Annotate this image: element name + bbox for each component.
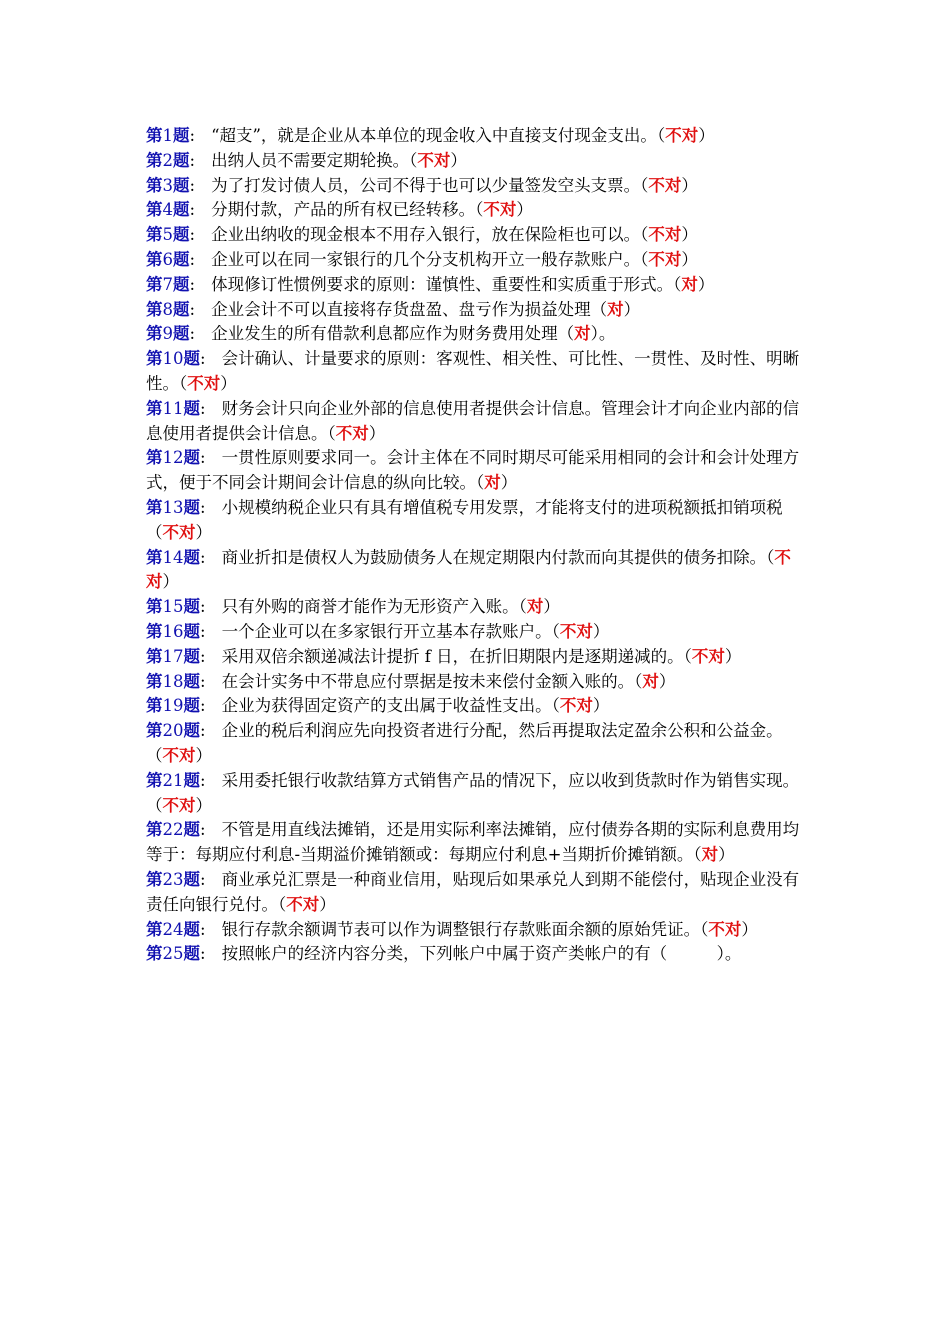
- label-colon: :: [189, 225, 196, 245]
- label-colon: :: [189, 249, 196, 269]
- label-colon: :: [200, 448, 206, 468]
- label-suffix: 题: [183, 944, 200, 964]
- question-item: [146, 546, 806, 596]
- label-suffix: 题: [183, 869, 200, 889]
- paren-open: （: [557, 324, 575, 344]
- question-label: [146, 250, 190, 269]
- label-suffix: 题: [183, 770, 200, 790]
- question-item: [146, 322, 806, 347]
- paren-close: ）: [724, 646, 742, 666]
- paren-close: ）: [658, 671, 676, 691]
- answer-mark: 不对: [417, 150, 451, 170]
- answer-mark: 不对: [335, 423, 369, 443]
- question-text: 企业会计不可以直接将存货盘盈、盘亏作为损益处理: [211, 299, 591, 319]
- paren-open: （: [640, 225, 649, 245]
- question-label: [146, 870, 200, 889]
- document-body: [146, 124, 806, 967]
- paren-close: ）: [195, 795, 212, 815]
- question-label: [146, 548, 200, 567]
- label-prefix: 第: [146, 547, 163, 567]
- paren-open: （: [551, 621, 560, 641]
- paren-open: （: [518, 597, 527, 617]
- question-text: 体现修订性惯例要求的原则：谨慎性、重要性和实质重于形式。: [211, 274, 674, 294]
- label-colon: :: [200, 497, 206, 517]
- label-prefix: 第: [146, 175, 163, 195]
- question-label: [146, 225, 190, 244]
- question-text: 采用委托银行收款结算方式销售产品的情况下，应以收到货款时作为销售实现。: [221, 770, 800, 790]
- label-prefix: 第: [146, 597, 163, 617]
- label-colon: :: [189, 126, 196, 145]
- paren-close: ）: [681, 225, 698, 245]
- label-prefix: 第: [146, 324, 163, 344]
- label-colon: :: [189, 324, 196, 344]
- label-colon: :: [200, 547, 206, 567]
- paren-close: ）: [697, 274, 715, 294]
- paren-close: ）: [195, 522, 212, 542]
- question-label: [146, 696, 200, 715]
- label-prefix: 第: [146, 919, 163, 939]
- answer-mark: 对: [484, 473, 501, 493]
- paren-open: （: [146, 522, 163, 542]
- paren-open: （: [656, 126, 666, 145]
- paren-close: ）: [741, 919, 758, 939]
- question-item: [146, 496, 806, 546]
- question-text: 一贯性原则要求同一。会计主体在不同时期尽可能采用相同的会计和会计处理方式，便于不同会计期间会计信息的纵向比较。: [146, 448, 800, 493]
- label-suffix: 题: [173, 225, 190, 245]
- paren-open: （: [590, 299, 608, 319]
- label-suffix: 题: [173, 324, 190, 344]
- label-prefix: 第: [146, 126, 163, 145]
- label-prefix: 第: [146, 200, 163, 220]
- answer-mark: 不对: [691, 646, 725, 666]
- paren-close: ）: [162, 572, 179, 592]
- question-label: [146, 349, 200, 368]
- question-item: [146, 198, 806, 223]
- label-prefix: 第: [146, 869, 163, 889]
- question-number: 15: [162, 597, 184, 617]
- answer-mark: 不对: [162, 745, 196, 765]
- answer-mark: 对: [642, 671, 659, 691]
- paren-close: ）: [681, 175, 698, 195]
- label-colon: :: [200, 944, 206, 964]
- label-suffix: 题: [173, 299, 190, 319]
- question-number: 24: [162, 919, 184, 939]
- question-item: [146, 273, 806, 298]
- paren-open: （: [327, 423, 336, 443]
- question-item: [146, 918, 806, 943]
- answer-mark: 不对: [286, 894, 320, 914]
- label-colon: :: [200, 597, 206, 617]
- question-label: [146, 944, 200, 963]
- question-item: [146, 223, 806, 248]
- paren-open: （: [683, 646, 692, 666]
- answer-mark: 不对: [162, 522, 196, 542]
- label-prefix: 第: [146, 820, 163, 840]
- paren-close: ）: [195, 745, 212, 765]
- question-number: 13: [162, 497, 184, 517]
- paren-close: ）: [220, 373, 237, 393]
- question-text: 企业发生的所有借款利息都应作为财务费用处理: [211, 324, 558, 344]
- question-number: 9: [162, 324, 173, 344]
- question-number: 5: [162, 225, 173, 245]
- answer-mark: 不对: [483, 200, 517, 220]
- label-colon: :: [200, 919, 206, 939]
- answer-mark: 对: [526, 597, 544, 617]
- paren-open: （: [673, 274, 682, 294]
- label-prefix: 第: [146, 249, 163, 269]
- paren-close: ）: [543, 597, 560, 617]
- paren-close: ）: [368, 423, 386, 443]
- label-suffix: 题: [183, 448, 200, 468]
- question-text: 在会计实务中不带息应付票据是按未来偿付金额入账的。: [221, 671, 635, 691]
- question-item: [146, 248, 806, 273]
- question-label: [146, 721, 200, 740]
- question-number: 3: [162, 175, 173, 195]
- label-prefix: 第: [146, 398, 163, 418]
- answer-mark: 对: [607, 299, 624, 319]
- question-text: 企业可以在同一家银行的几个分支机构开立一般存款账户。: [211, 249, 641, 269]
- paren-open: （: [409, 150, 418, 170]
- label-colon: :: [200, 621, 206, 641]
- paren-open: （: [146, 745, 163, 765]
- answer-mark: 不对: [648, 175, 682, 195]
- label-colon: :: [200, 646, 206, 666]
- question-label: [146, 126, 190, 145]
- label-colon: :: [200, 349, 206, 369]
- label-prefix: 第: [146, 646, 163, 666]
- label-suffix: 题: [183, 820, 200, 840]
- label-suffix: 题: [183, 547, 200, 567]
- question-number: 10: [162, 349, 184, 369]
- label-prefix: 第: [146, 621, 163, 641]
- label-suffix: 题: [183, 919, 200, 939]
- question-item: [146, 595, 806, 620]
- label-suffix: 题: [183, 696, 200, 716]
- question-item: [146, 397, 806, 447]
- question-text: 商业折扣是债权人为鼓励债务人在规定期限内付款而向其提供的债务扣除。: [221, 547, 767, 567]
- answer-mark: 不对: [559, 696, 593, 716]
- answer-mark: 不对: [648, 225, 682, 245]
- answer-mark: 不对: [187, 373, 221, 393]
- question-label: [146, 597, 200, 616]
- paren-close: ）: [698, 126, 715, 145]
- question-item: [146, 149, 806, 174]
- label-colon: :: [200, 869, 206, 889]
- label-suffix: 题: [173, 274, 190, 294]
- paren-close: ）: [516, 200, 533, 220]
- paren-open: （: [476, 473, 485, 493]
- paren-close: ）: [450, 150, 467, 170]
- question-text: 小规模纳税企业只有具有增值税专用发票，才能将支付的进项税额抵扣销项税: [221, 497, 783, 517]
- label-prefix: 第: [146, 349, 163, 369]
- question-number: 25: [162, 944, 184, 964]
- question-label: [146, 448, 200, 467]
- label-suffix: 题: [173, 126, 190, 145]
- question-number: 6: [162, 249, 173, 269]
- question-text: 按照帐户的经济内容分类，下列帐户中属于资产类帐户的有（ ）。: [221, 944, 742, 964]
- label-suffix: 题: [183, 398, 200, 418]
- paren-open: （: [278, 894, 287, 914]
- paren-close: ）: [500, 473, 518, 493]
- label-suffix: 题: [183, 721, 200, 741]
- label-prefix: 第: [146, 944, 163, 964]
- question-item: [146, 174, 806, 199]
- label-prefix: 第: [146, 299, 163, 319]
- question-item: [146, 818, 806, 868]
- label-suffix: 题: [173, 150, 190, 170]
- question-number: 18: [162, 671, 184, 691]
- answer-mark: 对: [574, 324, 591, 344]
- paren-open: （: [475, 200, 484, 220]
- label-suffix: 题: [183, 497, 200, 517]
- label-colon: :: [189, 150, 196, 170]
- question-text: 商业承兑汇票是一种商业信用，贴现后如果承兑人到期不能偿付，贴现企业没有责任向银行兑付。: [146, 869, 800, 914]
- question-text: 企业为获得固定资产的支出属于收益性支出。: [221, 696, 552, 716]
- question-label: [146, 200, 190, 219]
- paren-close: ）。: [590, 324, 616, 344]
- question-label: [146, 920, 200, 939]
- question-text: 只有外购的商誉才能作为无形资产入账。: [221, 597, 519, 617]
- question-label: [146, 672, 200, 691]
- answer-mark: 对: [681, 274, 698, 294]
- question-text: 采用双倍余额递减法计提折 f 日，在折旧期限内是逐期递减的。: [221, 646, 684, 666]
- label-colon: :: [189, 200, 196, 220]
- label-suffix: 题: [183, 349, 200, 369]
- label-prefix: 第: [146, 696, 163, 716]
- label-colon: :: [200, 721, 206, 741]
- question-text: “超支”，就是企业从本单位的现金收入中直接支付现金支出。: [211, 126, 657, 145]
- question-label: [146, 324, 190, 343]
- paren-open: （: [146, 795, 163, 815]
- answer-mark: 不对: [708, 919, 742, 939]
- question-text: 为了打发讨债人员，公司不得于也可以少量签发空头支票。: [211, 175, 641, 195]
- paren-close: ）: [592, 696, 610, 716]
- question-number: 23: [162, 869, 184, 889]
- label-prefix: 第: [146, 448, 163, 468]
- label-suffix: 题: [173, 175, 190, 195]
- question-item: [146, 298, 806, 323]
- question-number: 22: [162, 820, 184, 840]
- answer-mark: 不对: [559, 621, 593, 641]
- question-label: [146, 300, 190, 319]
- question-number: 17: [162, 646, 184, 666]
- question-label: [146, 771, 200, 790]
- paren-close: ）: [592, 621, 610, 641]
- question-number: 16: [162, 621, 184, 641]
- question-number: 1: [162, 126, 173, 145]
- question-number: 21: [162, 770, 184, 790]
- label-colon: :: [189, 274, 196, 294]
- paren-open: （: [634, 671, 643, 691]
- label-colon: :: [200, 820, 206, 840]
- paren-close: ）: [718, 845, 735, 865]
- question-number: 8: [162, 299, 173, 319]
- question-item: [146, 670, 806, 695]
- question-text: 分期付款，产品的所有权已经转移。: [211, 200, 476, 220]
- label-suffix: 题: [183, 597, 200, 617]
- question-label: [146, 498, 200, 517]
- paren-open: （: [766, 547, 775, 567]
- paren-open: （: [700, 919, 709, 939]
- question-number: 19: [162, 696, 184, 716]
- label-suffix: 题: [183, 646, 200, 666]
- question-item: [146, 868, 806, 918]
- label-suffix: 题: [173, 249, 190, 269]
- paren-open: （: [179, 373, 188, 393]
- paren-open: （: [640, 175, 649, 195]
- label-prefix: 第: [146, 274, 163, 294]
- paren-close: ）: [623, 299, 641, 319]
- answer-mark: 不对: [162, 795, 196, 815]
- question-number: 12: [162, 448, 184, 468]
- label-prefix: 第: [146, 225, 163, 245]
- label-colon: :: [189, 299, 196, 319]
- paren-close: ）: [681, 249, 698, 269]
- question-text: 一个企业可以在多家银行开立基本存款账户。: [221, 621, 552, 641]
- question-label: [146, 399, 200, 418]
- answer-mark: 不对: [146, 547, 791, 592]
- answer-mark: 对: [701, 845, 719, 865]
- question-number: 20: [162, 721, 184, 741]
- question-label: [146, 647, 200, 666]
- question-label: [146, 151, 190, 170]
- question-text: 企业的税后利润应先向投资者进行分配，然后再提取法定盈余公积和公益金。: [221, 721, 783, 741]
- question-text: 财务会计只向企业外部的信息使用者提供会计信息。管理会计才向企业内部的信息使用者提供会计信息。: [146, 398, 800, 443]
- question-number: 2: [162, 150, 173, 170]
- question-item: [146, 124, 806, 149]
- question-item: [146, 942, 806, 967]
- question-text: 银行存款余额调节表可以作为调整银行存款账面余额的原始凭证。: [221, 919, 701, 939]
- label-colon: :: [200, 770, 206, 790]
- question-number: 11: [162, 398, 184, 418]
- question-text: 不管是用直线法摊销，还是用实际利率法摊销，应付债券各期的实际利息费用均等于：每期应付利息-当期溢价摊销额或：每期应付利息+当期折价摊销额。: [146, 820, 800, 865]
- question-item: [146, 446, 806, 496]
- paren-close: ）: [319, 894, 336, 914]
- question-number: 7: [162, 274, 173, 294]
- label-colon: :: [200, 671, 206, 691]
- paren-open: （: [640, 249, 649, 269]
- label-suffix: 题: [183, 671, 200, 691]
- answer-mark: 不对: [648, 249, 682, 269]
- paren-open: （: [693, 845, 702, 865]
- question-item: [146, 347, 806, 397]
- label-colon: :: [200, 398, 206, 418]
- question-label: [146, 176, 190, 195]
- label-colon: :: [189, 175, 196, 195]
- answer-mark: 不对: [665, 126, 699, 145]
- question-text: 会计确认、计量要求的原则：客观性、相关性、可比性、一贯性、及时性、明晰性。: [146, 349, 800, 393]
- label-prefix: 第: [146, 497, 163, 517]
- question-number: 14: [162, 547, 184, 567]
- paren-open: （: [551, 696, 560, 716]
- question-text: 企业出纳收的现金根本不用存入银行，放在保险柜也可以。: [211, 225, 641, 245]
- question-label: [146, 275, 190, 294]
- label-prefix: 第: [146, 770, 163, 790]
- question-item: [146, 769, 806, 819]
- question-label: [146, 622, 200, 641]
- question-label: [146, 820, 200, 839]
- label-prefix: 第: [146, 150, 163, 170]
- label-suffix: 题: [173, 200, 190, 220]
- label-prefix: 第: [146, 721, 163, 741]
- label-suffix: 题: [183, 621, 200, 641]
- question-item: [146, 694, 806, 719]
- question-text: 出纳人员不需要定期轮换。: [211, 150, 410, 170]
- label-prefix: 第: [146, 671, 163, 691]
- question-item: [146, 645, 806, 670]
- question-number: 4: [162, 200, 173, 220]
- question-item: [146, 719, 806, 769]
- question-item: [146, 620, 806, 645]
- label-colon: :: [200, 696, 206, 716]
